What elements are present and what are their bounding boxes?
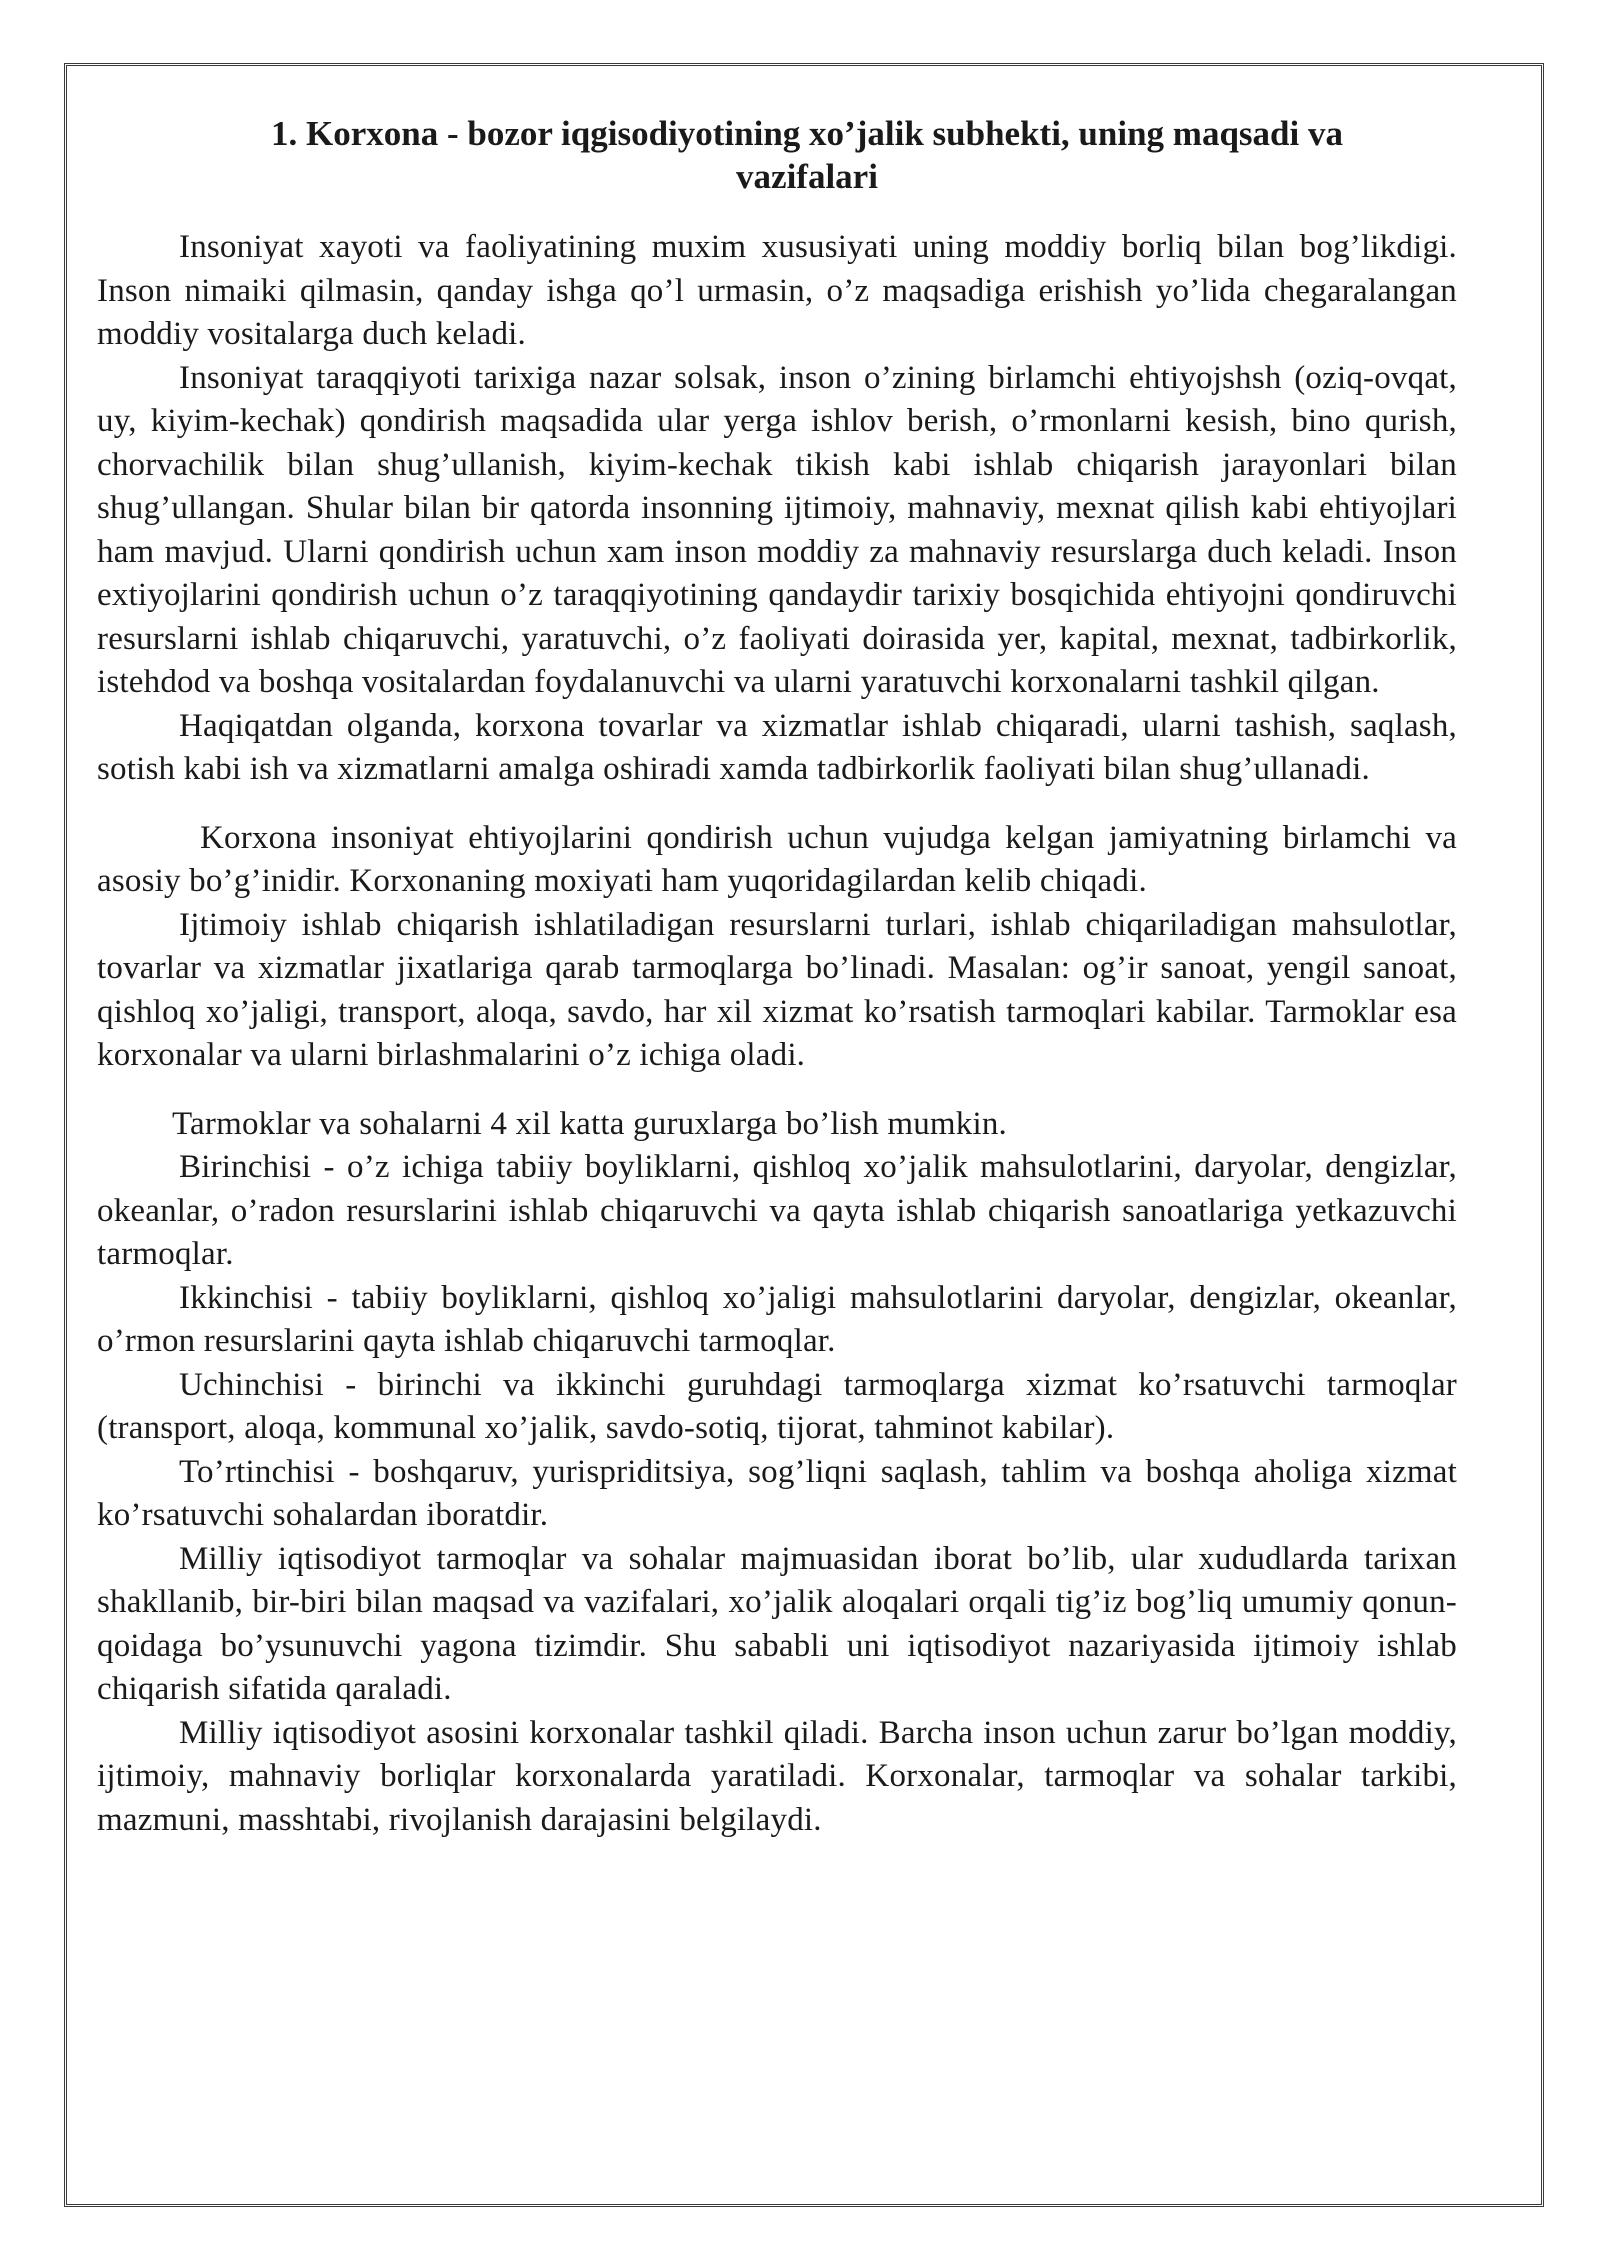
- paragraph-4: Korxona insoniyat ehtiyojlarini qondirish uchun vujudga kelgan jamiyatning birlamchi va asosiy bo’g’inidir. Korxonaning moxiyati ham yuqoridagilardan kelib chiqadi.: [97, 819, 1457, 899]
- paragraph-9: Uchinchisi - birinchi va ikkinchi guruhdagi tarmoqlarga xizmat ko’rsatuvchi tarmoqlar (transport, aloqa, kommunal xo’jalik, savdo-sotiq, tijorat, tahminot kabilar).: [97, 1366, 1457, 1446]
- paragraph-6: Tarmoklar va sohalarni 4 xil katta guruxlarga bo’lish mumkin.: [172, 1105, 1008, 1142]
- paragraph-2: Insoniyat taraqqiyoti tarixiga nazar solsak, inson o’zining birlamchi ehtiyojshsh (oziq-ovqat, uy, kiyim-kechak) qondirish maqsadida ular yerga ishlov berish, o’rmonlarni kesish, bino qurish, chorvachilik bilan shug’ullanish, kiyim-kechak tikish kabi ishlab chiqarish jarayonlari bilan shug’ullangan. Shular bilan bir qatorda insonning ijtimoiy, mahnaviy, mexnat qilish kabi ehtiyojlari ham mavjud. Ularni qondirish uchun xam inson moddiy za mahnaviy resurslarga duch keladi. Inson extiyojlarini qondirish uchun o’z taraqqiyotining qandaydir tarixiy bosqichida ehtiyojni qondiruvchi resurslarni ishlab chiqaruvchi, yaratuvchi, o’z faoliyati doirasida yer, kapital, mexnat, tadbirkorlik, istehdod va boshqa vositalardan foydalanuvchi va ularni yaratuvchi korxonalarni tashkil qilgan.: [97, 359, 1457, 700]
- paragraph-8: Ikkinchisi - tabiiy boyliklarni, qishloq xo’jaligi mahsulotlarini daryolar, dengizlar, okeanlar, o’rmon resurslarini qayta ishlab chiqaruvchi tarmoqlar.: [97, 1279, 1457, 1359]
- paragraph-10: To’rtinchisi - boshqaruv, yurispriditsiya, sog’liqni saqlash, tahlim va boshqa aholiga xizmat ko’rsatuvchi sohalardan iboratdir.: [97, 1453, 1457, 1533]
- paragraph-3: Haqiqatdan olganda, korxona tovarlar va xizmatlar ishlab chiqaradi, ularni tashish, saqlash, sotish kabi ish va xizmatlarni amalga oshiradi xamda tadbirkorlik faoliyati bilan shug’ullanadi.: [97, 707, 1457, 787]
- paragraph-12: Milliy iqtisodiyot asosini korxonalar tashkil qiladi. Barcha inson uchun zarur bo’lgan moddiy, ijtimoiy, mahnaviy borliqlar korxonalarda yaratiladi. Korxonalar, tarmoqlar va sohalar tarkibi, mazmuni, masshtabi, rivojlanish darajasini belgilaydi.: [97, 1714, 1457, 1838]
- paragraph-1: Insoniyat xayoti va faoliyatining muxim xususiyati uning moddiy borliq bilan bog’likdigi. Inson nimaiki qilmasin, qanday ishga qo’l urmasin, o’z maqsadiga erishish yo’lida chegaralangan moddiy vositalarga duch keladi.: [97, 229, 1457, 352]
- document-body: [97, 112, 1457, 1842]
- document-heading: 1. Korxona - bozor iqgisodiyotining xo’jalik subhekti, uning maqsadi va vazifalari: [271, 114, 1343, 196]
- paragraph-11: Milliy iqtisodiyot tarmoqlar va sohalar majmuasidan iborat bo’lib, ular xududlarda tarixan shakllanib, bir-biri bilan maqsad va vazifalari, xo’jalik aloqalari orqali tig’iz bog’liq umumiy qonun-qoidaga bo’ysunuvchi yagona tizimdir. Shu sababli uni iqtisodiyot nazariyasida ijtimoiy ishlab chiqarish sifatida qaraladi.: [97, 1540, 1457, 1707]
- paragraph-5: Ijtimoiy ishlab chiqarish ishlatiladigan resurslarni turlari, ishlab chiqariladigan mahsulotlar, tovarlar va xizmatlar jixatlariga qarab tarmoqlarga bo’linadi. Masalan: og’ir sanoat, yengil sanoat, qishloq xo’jaligi, transport, aloqa, savdo, har xil xizmat ko’rsatish tarmoqlari kabilar. Tarmoklar esa korxonalar va ularni birlashmalarini o’z ichiga oladi.: [97, 906, 1457, 1073]
- paragraph-7: Birinchisi - o’z ichiga tabiiy boyliklarni, qishloq xo’jalik mahsulotlarini, daryolar, dengizlar, okeanlar, o’radon resurslarini ishlab chiqaruvchi va qayta ishlab chiqarish sanoatlariga yetkazuvchi tarmoqlar.: [97, 1149, 1457, 1272]
